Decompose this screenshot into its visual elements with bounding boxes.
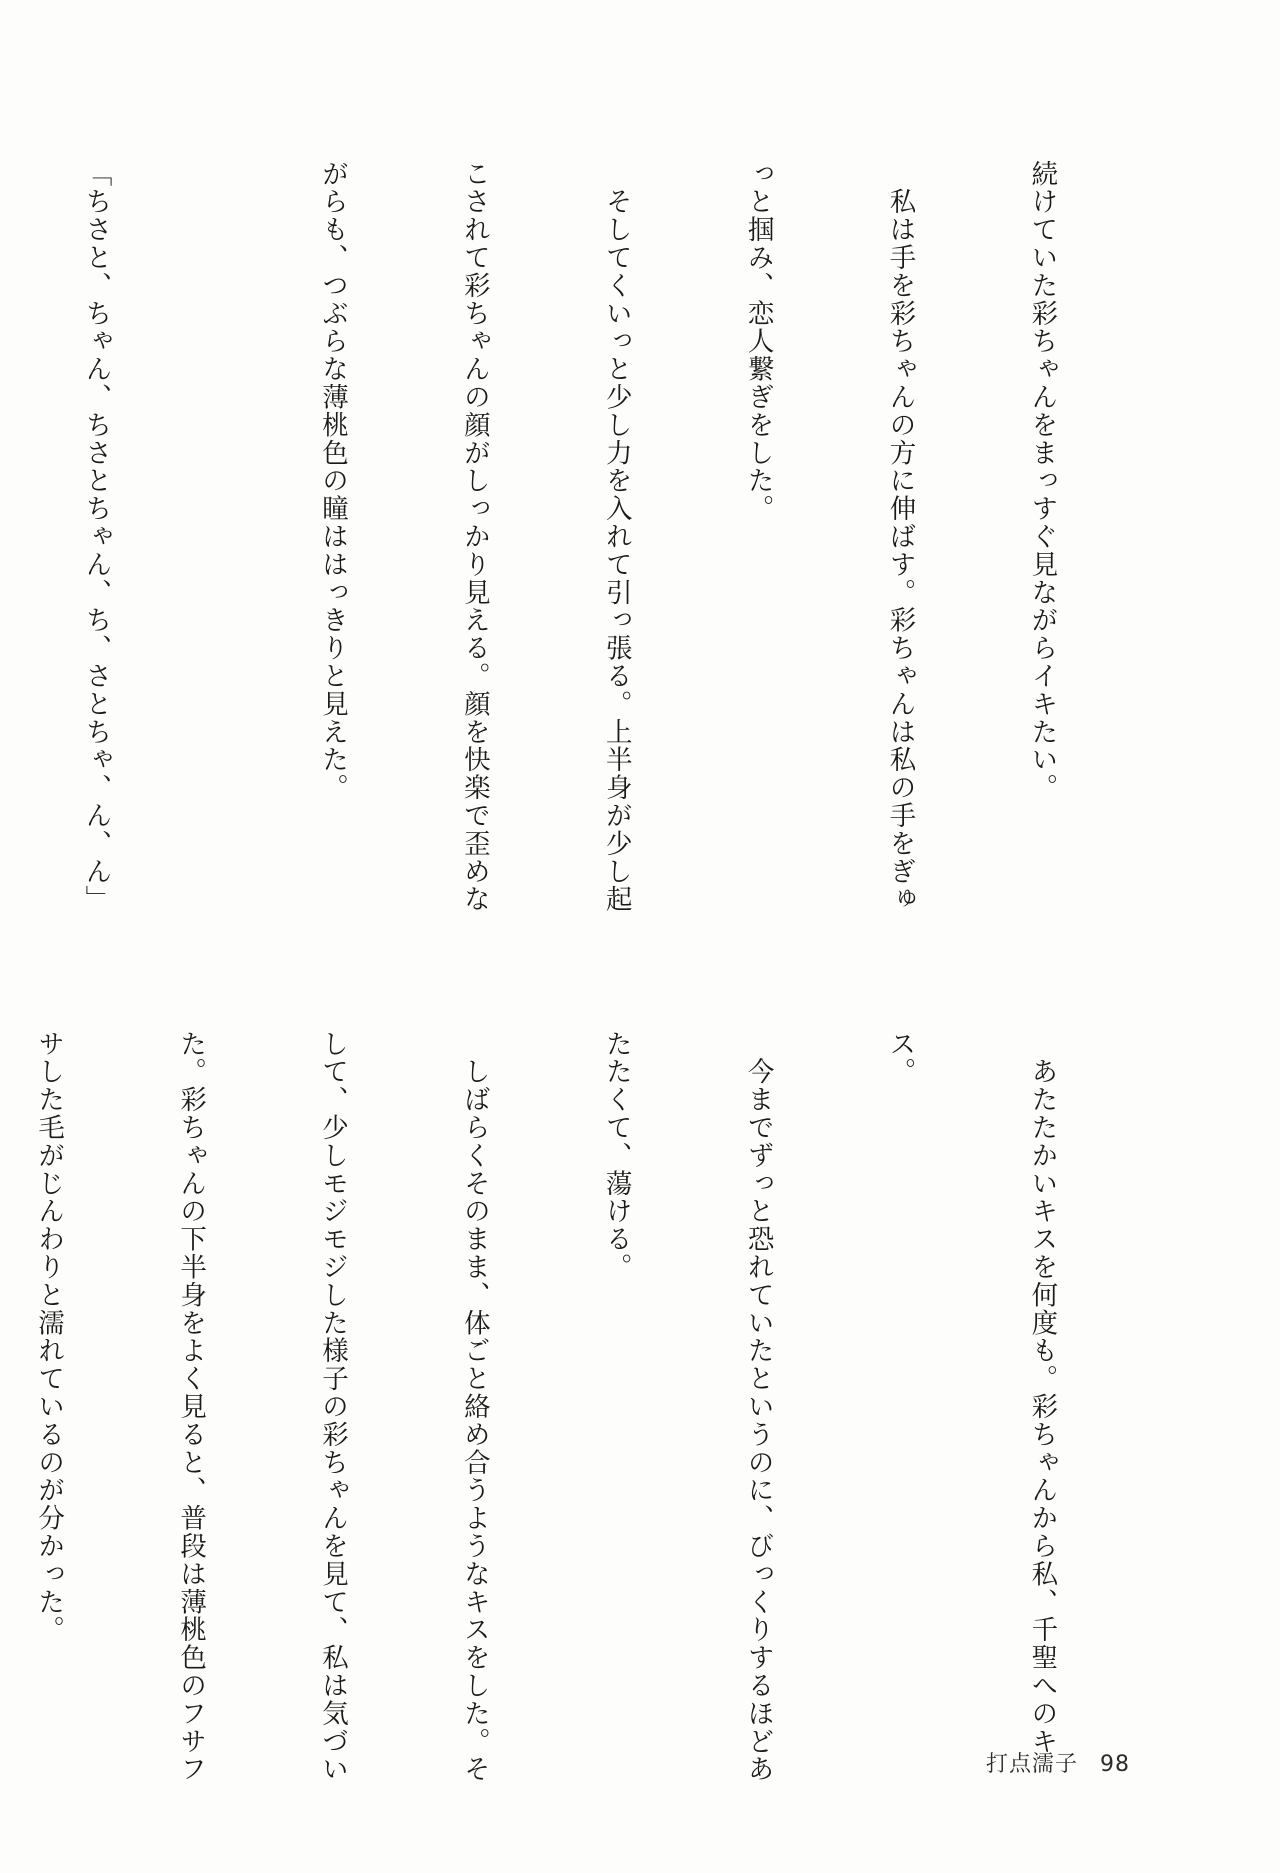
text-column: た。彩ちゃんの下半身をよく見ると、普段は薄桃色のフサフ bbox=[175, 1030, 207, 1784]
text-column: こされて彩ちゃんの顔がしっかり見える。顔を快楽で歪めな bbox=[458, 160, 490, 914]
text-column: して、少しモジモジした様子の彩ちゃんを見て、私は気づい bbox=[316, 1030, 348, 1784]
page-footer bbox=[986, 1747, 1130, 1778]
author-name: 打点濡子 bbox=[985, 1752, 1078, 1777]
text-column: あたたかいキスを何度も。彩ちゃんから私、千聖へのキ bbox=[1026, 1030, 1058, 1756]
text-column: 私は手を彩ちゃんの方に伸ばす。彩ちゃんは私の手をぎゅ bbox=[884, 160, 916, 914]
text-column: 「ちさと、ちゃん、ちさとちゃん、ち、さとちゃ、ん、ん」 bbox=[80, 160, 112, 914]
text-column: ス。 bbox=[884, 1030, 916, 1086]
text-column: サした毛がじんわりと濡れているのが分かった。 bbox=[33, 1030, 65, 1644]
text-column: しばらくそのまま、体ごと絡め合うようなキスをした。そ bbox=[458, 1030, 490, 1784]
text-column: 今までずっと恐れていたというのに、びっくりするほどあ bbox=[742, 1030, 774, 1784]
text-column: っと掴み、恋人繋ぎをした。 bbox=[742, 160, 774, 523]
text-block-upper bbox=[0, 160, 1160, 914]
text-column: たたくて、蕩ける。 bbox=[600, 1030, 632, 1282]
text-column: 続けていた彩ちゃんをまっすぐ見ながらイキたい。 bbox=[1026, 160, 1058, 802]
text-column: そしてくいっと少し力を入れて引っ張る。上半身が少し起 bbox=[600, 160, 632, 914]
page-number: 98 bbox=[1100, 1752, 1130, 1777]
text-column: がらも、つぶらな薄桃色の瞳ははっきりと見えた。 bbox=[316, 160, 348, 802]
